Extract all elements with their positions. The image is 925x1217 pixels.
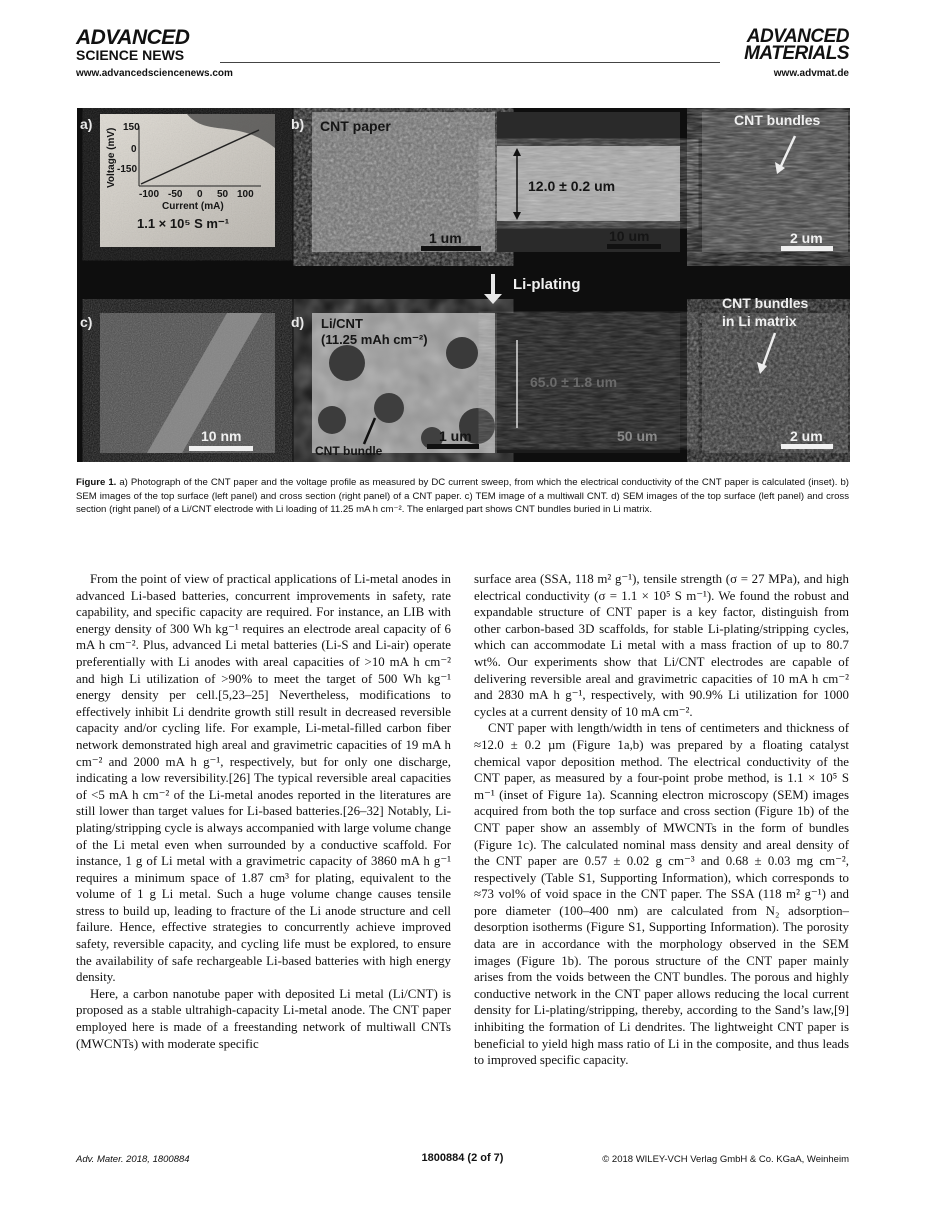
panel-d-label: d) [291, 314, 305, 330]
ytick-0: 0 [131, 144, 137, 155]
xtick-100: 100 [237, 189, 254, 200]
journal-logo-left [76, 28, 189, 62]
url-right[interactable]: www.advmat.de [773, 68, 849, 79]
panel-a-ylabel: Voltage (mV) [106, 127, 117, 188]
figure-1 [77, 108, 850, 462]
panel-b-thickness: 12.0 ± 0.2 um [528, 178, 616, 194]
logo-science-news-text: SCIENCE NEWS [76, 47, 185, 63]
logo-advanced-text: ADVANCED [76, 26, 190, 49]
panel-c-scale: 10 nm [201, 428, 242, 444]
logo-advanced-text-right: ADVANCED [746, 26, 849, 47]
panel-d-inset-title-line1: CNT bundles [722, 295, 809, 311]
xtick-0: 0 [197, 189, 203, 200]
panel-b-scalebar-left [421, 246, 481, 251]
header-rule [220, 62, 720, 63]
panel-d-scalebar-left [427, 444, 479, 449]
panel-d-inset-title-line2: in Li matrix [722, 313, 797, 329]
panel-a-xlabel: Current (mA) [162, 201, 224, 212]
panel-d-scale-right: 50 um [617, 428, 658, 444]
footer-page-number: 1800884 (2 of 7) [421, 1152, 504, 1164]
xtick-neg100: -100 [139, 189, 160, 200]
xtick-neg50: -50 [168, 189, 183, 200]
panel-c-scalebar [189, 446, 253, 451]
panel-d-inset-scale: 2 um [790, 428, 823, 444]
panel-b-label: b) [291, 116, 305, 132]
url-left[interactable]: www.advancedsciencenews.com [76, 68, 233, 79]
paragraph: CNT paper with length/width in tens of centimeters and thickness of ≈12.0 ± 0.2 µm (Figure 1a,b) was prepared by a floating catalyst chemical vapor deposition method. The electrical conductivity of the CNT paper, as measured by a four-point probe method, is 1.1 × 10⁵ S m⁻¹ (inset of Figure 1a). Scanning electron microscopy (SEM) images acquired from both the top surface and cross section (Figure 1b) of the CNT paper show an assembly of MWCNTs in the form of bundles (Figure 1c). The calculated nominal mass density and areal density of the CNT paper are 0.57 ± 0.02 g cm⁻³ and 0.68 ± 0.03 mg cm⁻², respectively (Table S1, Supporting Information), which corresponds to ≈73 vol% of void space in the CNT paper. The SSA (118 m² g⁻¹) and pore diameter (100–400 nm) are calculated from N₂ adsorption–desorption isotherms (Figure S1, Supporting Information). The porosity data are in accordance with the morphology observed in the SEM images (Figure 1b). The porous structure of the CNT paper mainly arises from the voids between the CNT bundles. The porous and highly conductive network in the CNT paper allows reducing the local current density for Li-plating/stripping, thereby, according to the Sand’s law,[9] inhibiting the formation of Li dendrites. The lightweight CNT paper is beneficial to yield high mass ratio of Li in the composite, and thus leads to improved specific capacity. [474, 721, 849, 1068]
panel-a-conductivity: 1.1 × 10⁵ S m⁻¹ [137, 216, 230, 231]
figure-caption [76, 476, 849, 517]
logo-materials-text: MATERIALS [744, 43, 849, 64]
panel-b-title: CNT paper [320, 118, 391, 134]
panel-d-annotation: CNT bundle [315, 444, 383, 458]
panel-b-scale-right: 10 um [609, 228, 650, 244]
panel-d-title-line1: Li/CNT [321, 316, 363, 331]
paragraph: surface area (SSA, 118 m² g⁻¹), tensile strength (σ = 27 MPa), and high electrical conductivity (σ = 1.1 × 10⁵ S m⁻¹). We found the robust and expandable structure of CNT paper is a key factor, distinguish from other carbon-based 3D scaffolds, for stable Li-plating/stripping cycles, which can accommodate Li metal with a mass fraction of up to 80.7 wt%. Our experiments show that Li/CNT electrodes are capable of delivering reversible areal and gravimetric capacities of 10 mA h cm⁻² and 2830 mA h g⁻¹, respectively, with 90.9% Li utilization for 1000 cycles at a current density of 10 mA cm⁻². [474, 572, 849, 719]
panel-d-inset-scalebar [781, 444, 833, 449]
xtick-50: 50 [217, 189, 229, 200]
panel-d-title-line2: (11.25 mAh cm⁻²) [321, 332, 428, 347]
body-column-right [474, 571, 849, 1069]
panel-b-scalebar-right [607, 244, 661, 249]
paragraph: From the point of view of practical applications of Li-metal anodes in advanced Li-based batteries, concurrent improvements in safety, rate capability, and specific capacity are required. For instance, an LIB with energy density of 300 Wh kg⁻¹ requires an electrode areal capacity of 6 mA h cm⁻². Plus, advanced Li metal batteries (Li-S and Li-air) operate preferentially with Li anodes with areal capacities of >10 mA h cm⁻² and high Li utilization of >90% to meet the target of 500 Wh kg⁻¹ energy density per cell.[5,23–25] Nevertheless, modifications to effectively inhibit Li dendrite growth still result in decreased reversible capacity and/or cycling life. For example, Li-metal-filled carbon fiber network demonstrated high areal and gravimetric capacities of 19 mA h cm⁻² and 2000 mA h g⁻¹, respectively, but for only one discharge, indicating a low reversibility.[26] The typical reversible areal capacities of <5 mA h cm⁻² of the Li-metal anodes reported in the literatures are still lower than target values for Li-based batteries.[26–32] Notably, Li-plating/stripping cycle is always accompanied with large volume change of the Li metal even when surrounded by a conductive scaffold. For instance, 1 g of Li metal with a gravimetric capacity of 3860 mA h g⁻¹ requires a minimum space of 1.87 cm³ for plating, equivalent to the volume of 1 g Li metal. Such a huge volume change causes tensile stress to build up, leading to fracture of the Li anode structure and cell failure. Hence, effective strategies to concurrently achieve improved safety, reversible capacity, and cycling life must be explored, to ensure the availability of safe rechargeable Li-based batteries with high energy density. [76, 572, 451, 985]
footer-citation: Adv. Mater. 2018, 1800884 [76, 1154, 190, 1165]
ytick-neg150: -150 [117, 164, 138, 175]
panel-a-label: a) [80, 116, 93, 132]
panel-b-inset-scale: 2 um [790, 230, 823, 246]
panel-d-thickness: 65.0 ± 1.8 um [530, 374, 618, 390]
caption-label: Figure 1. [76, 477, 117, 488]
body-column-left [76, 571, 451, 1052]
li-plating-label: Li-plating [513, 276, 581, 293]
caption-text: a) Photograph of the CNT paper and the voltage profile as measured by DC current sweep, from which the electrical conductivity of the CNT paper is calculated (inset). b) SEM images of the top surface (left panel) and cross section (right panel) of a CNT paper. c) TEM image of a multiwall CNT. d) SEM images of the top surface (left panel) and cross section (right panel) of a Li/CNT electrode with Li loading of 11.25 mA h cm⁻². The enlarged part shows CNT bundles buried in Li matrix. [76, 477, 849, 516]
panel-b-scale-left: 1 um [429, 230, 462, 246]
panel-b-inset-title: CNT bundles [734, 112, 821, 128]
figure-background-art [77, 108, 850, 462]
paragraph: Here, a carbon nanotube paper with deposited Li metal (Li/CNT) is proposed as a stable ultrahigh-capacity Li-metal anode. The CNT paper employed here is made of a freestanding network of multiwall CNTs (MWCNTs) with moderate specific [76, 986, 451, 1051]
panel-c-label: c) [80, 314, 93, 330]
journal-logo-right [744, 28, 849, 62]
ytick-150: 150 [123, 122, 140, 133]
panel-d-scale-left: 1 um [439, 428, 472, 444]
panel-b-inset-scalebar [781, 246, 833, 251]
footer-copyright: © 2018 WILEY-VCH Verlag GmbH & Co. KGaA, Weinheim [602, 1154, 849, 1165]
